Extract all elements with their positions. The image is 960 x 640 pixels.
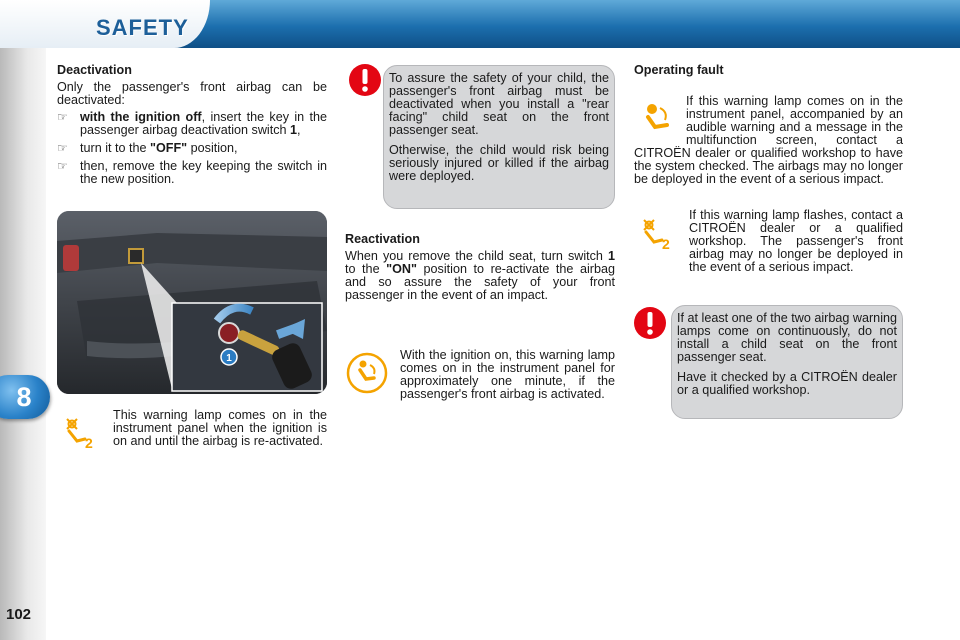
step-item: ☞ turn it to the "OFF" position, [57, 141, 238, 155]
operating-fault-heading: Operating fault [634, 63, 724, 77]
airbag-off-lamp-text: This warning lamp comes on in the instrument panel when the ignition is on and until the airbag is re-activated. [113, 408, 327, 448]
airbag-on-lamp-text: With the ignition on, this warning lamp comes on in the instrument panel for approximately one minute, if the passenger's front airbag is activated. [400, 348, 615, 401]
warning-text: Have it checked by a CITROËN dealer or a qualified workshop. [677, 370, 897, 397]
page-title: SAFETY [96, 15, 189, 40]
fault-lamp-text-1: If this warning lamp comes on in the instrument panel, accompanied by an audible warning and a message in the multifunction screen, contact a CITROËN dealer or qualified workshop to have the system checked. The airbags may no longer be deployed in the event of a serious impact. [634, 94, 903, 186]
pointing-hand-icon: ☞ [57, 159, 68, 173]
chapter-number: 8 [16, 382, 32, 412]
airbag-off-lamp-icon [63, 417, 97, 451]
warning-exclamation-icon [348, 63, 382, 97]
step-item: ☞ then, remove the key keeping the switch in the new position. [57, 159, 327, 186]
fault-lamp-text-2: If this warning lamp flashes, contact a CITROËN dealer or a qualified workshop. The passenger's front airbag may no longer be deployed in the event of a serious impact. [689, 208, 903, 274]
reactivation-heading: Reactivation [345, 232, 420, 246]
figure-callout-1: 1 [226, 353, 232, 364]
svg-text:2: 2 [85, 435, 93, 451]
warning-exclamation-icon [633, 306, 667, 340]
airbag-flashing-lamp-icon [640, 218, 674, 252]
page-number: 102 [6, 606, 32, 623]
airbag-switch-illustration [57, 211, 327, 394]
left-rail [0, 48, 46, 640]
child-seat-warning-box [383, 65, 615, 209]
fault-warning-box [671, 305, 903, 419]
deactivation-intro: Only the passenger's front airbag can be deactivated: [57, 80, 327, 107]
step-item: ☞ with the ignition off, insert the key in the passenger airbag deactivation switch 1, [57, 110, 327, 137]
warning-text: If at least one of the two airbag warning lamps come on continuously, do not install a child seat on the front passenger seat. [677, 311, 897, 364]
deactivation-steps [57, 111, 327, 191]
svg-text:2: 2 [662, 236, 670, 252]
pointing-hand-icon: ☞ [57, 110, 68, 124]
warning-text: Otherwise, the child would risk being seriously injured or killed if the airbag were deployed. [389, 143, 609, 183]
airbag-on-lamp-icon [346, 352, 388, 394]
deactivation-heading: Deactivation [57, 63, 132, 77]
icon-wrap-spacer [634, 95, 686, 147]
reactivation-text: When you remove the child seat, turn switch 1 to the "ON" position to re-activate the airbag and so assure the safety of your front passenger in the event of an impact. [345, 249, 615, 302]
warning-text: To assure the safety of your child, the passenger's front airbag must be deactivated when you install a "rear facing" child seat on the front passenger seat. [389, 71, 609, 137]
pointing-hand-icon: ☞ [57, 141, 68, 155]
